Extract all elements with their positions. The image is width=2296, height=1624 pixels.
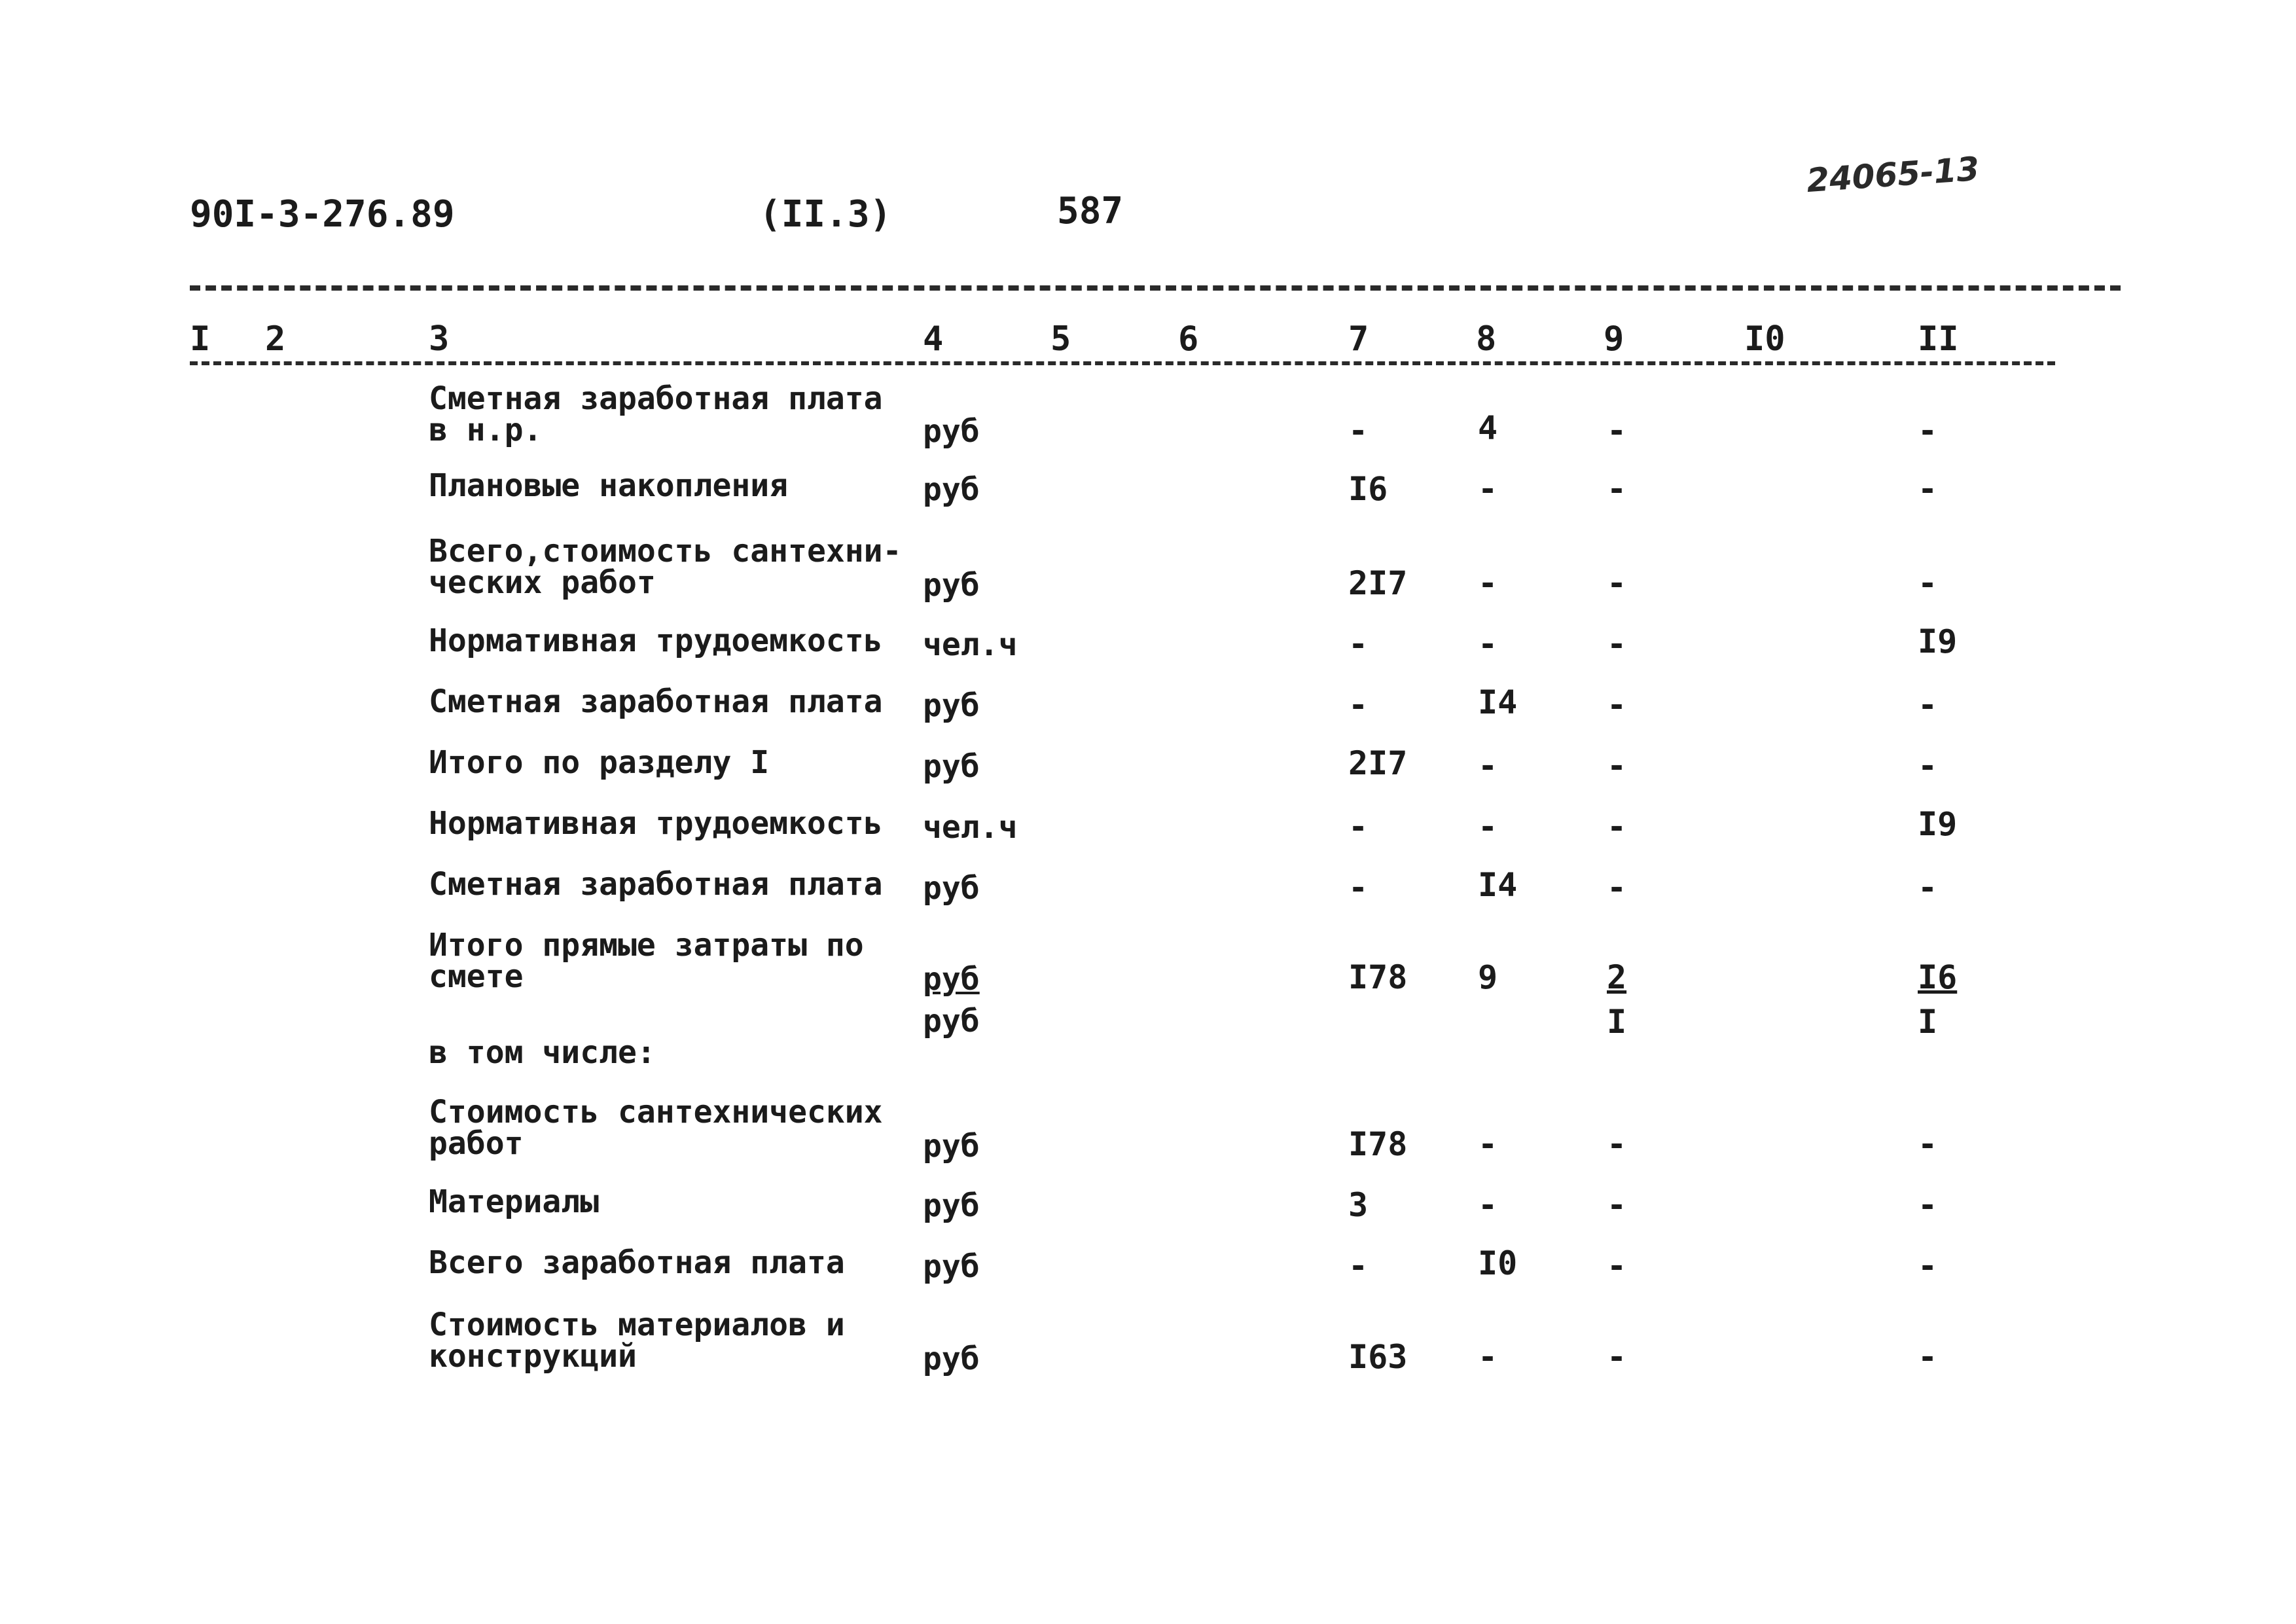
cell-col9: - [1607,1186,1627,1224]
cell-col7: 2I7 [1348,744,1408,782]
cell-col7: I63 [1348,1338,1408,1376]
row-label [429,866,883,903]
cell-col8: I0 [1478,1244,1518,1282]
row-unit: руб [923,1003,980,1039]
cell-col11: I6 [1918,958,1958,996]
row-label-line: работ [429,1125,524,1162]
row-label [429,380,883,448]
section-number: (II.3) [759,193,892,236]
column-header-5: 5 [1050,319,1071,359]
row-unit: руб [923,687,980,724]
row-label-line: Итого прямые затраты по [429,927,864,964]
column-header-10: I0 [1744,319,1785,359]
cell-col9: - [1607,470,1627,508]
cell-col8: - [1478,1338,1498,1376]
cell-col7: - [1348,412,1369,450]
cell-col9: I [1607,1003,1627,1041]
cell-col11: - [1918,412,1938,450]
cell-col11: - [1918,747,1938,785]
cell-col8: - [1478,747,1498,785]
cell-col7: 3 [1348,1186,1369,1224]
table-row [0,467,2296,508]
row-unit: руб [923,1187,980,1224]
cell-col9: - [1607,1338,1627,1376]
row-label-line: Сметная заработная плата [429,683,883,720]
row-label [429,1183,600,1220]
table-row [0,866,2296,907]
table-row [0,380,2296,450]
row-label [429,1034,656,1071]
row-label [429,625,883,657]
cell-col9: - [1607,1125,1627,1163]
row-label [429,805,883,842]
cell-col7: - [1348,625,1369,663]
cell-col8: - [1478,625,1498,663]
row-label-line: Всего заработная плата [429,1244,845,1281]
row-unit: руб [923,567,980,604]
table-row [0,1183,2296,1224]
cell-col11: - [1918,1338,1938,1376]
row-label [429,1244,845,1281]
row-unit: руб [923,471,980,508]
table-row [0,927,2296,998]
cell-col9: - [1607,686,1627,724]
cell-col7: I78 [1348,958,1408,996]
row-label [429,683,883,720]
cell-col11: - [1918,564,1938,602]
table-row [0,1307,2296,1377]
cell-col7: I6 [1348,470,1388,508]
row-unit: руб [923,870,980,907]
cell-col9: - [1607,1247,1627,1285]
row-label-line: в н.р. [429,412,543,448]
cell-col7: - [1348,869,1369,907]
table-row [0,623,2296,663]
cell-col11: - [1918,1247,1938,1285]
cell-col9: - [1607,625,1627,663]
row-unit: чел.ч [923,809,1018,846]
row-label [429,1307,845,1375]
row-unit: руб [923,1128,980,1164]
cell-col9: - [1607,412,1627,450]
cell-col8: I4 [1478,683,1518,721]
cell-col8: - [1478,808,1498,846]
cell-col8: I4 [1478,866,1518,904]
cell-col9: - [1607,808,1627,846]
row-label [429,533,902,601]
cell-col9: - [1607,564,1627,602]
column-header-1: I [190,319,211,359]
cell-col7: - [1348,686,1369,724]
column-header-row [190,319,2055,365]
row-label-line: в том числе: [429,1034,656,1071]
cell-col9: - [1607,747,1627,785]
cell-col8: 9 [1478,958,1498,996]
row-label [429,927,864,995]
row-label-line: Сметная заработная плата [429,866,883,903]
row-unit: руб [923,1341,980,1377]
table-row [0,744,2296,785]
cell-col11: - [1918,1186,1938,1224]
cell-col8: - [1478,1186,1498,1224]
cell-col8: - [1478,1125,1498,1163]
row-label-line: Материалы [429,1183,600,1220]
column-header-4: 4 [923,319,944,359]
cell-col11: - [1918,869,1938,907]
row-label-line: Итого по разделу I [429,744,770,781]
row-label-line: Стоимость материалов и [429,1307,845,1343]
row-unit: руб [923,1248,980,1285]
header-divider [190,285,2121,291]
row-label-line: Плановые накопления [429,467,789,504]
cell-col9: - [1607,869,1627,907]
column-header-3: 3 [429,319,450,359]
cell-col11: I9 [1918,623,1958,660]
cell-col8: - [1478,470,1498,508]
table-row [0,533,2296,604]
row-unit: руб [923,413,980,450]
row-unit: руб [923,748,980,785]
cell-col8: - [1478,564,1498,602]
row-label [429,1094,883,1162]
table-row [0,1034,2296,1071]
table-row [0,1094,2296,1164]
cell-col7: - [1348,808,1369,846]
cell-col11: I9 [1918,805,1958,843]
row-label-line: Всего,стоимость сантехни- [429,533,902,569]
page-number: 587 [1057,190,1124,232]
cell-col7: - [1348,1247,1369,1285]
document-code: 90I-3-276.89 [190,193,455,236]
row-label [429,467,789,504]
row-label-line: ческих работ [429,564,656,601]
cell-col11: I [1918,1003,1938,1041]
column-header-8: 8 [1476,319,1497,359]
row-label-line: конструкций [429,1338,637,1375]
cell-col7: I78 [1348,1125,1408,1163]
row-label-line: Нормативная трудоемкость [429,805,883,842]
row-unit: чел.ч [923,626,1018,663]
row-label-line: Нормативная трудоемкость [429,623,883,659]
table-row [0,1003,2296,1041]
row-label-line: смете [429,958,524,995]
column-header-9: 9 [1604,319,1624,359]
table-row [0,805,2296,846]
handwritten-note: 24065-13 [1805,149,1981,200]
row-label-line: Стоимость сантехнических [429,1094,883,1130]
cell-col11: - [1918,686,1938,724]
column-header-7: 7 [1348,319,1369,359]
cell-col9: 2 [1607,958,1627,996]
cell-col11: - [1918,1125,1938,1163]
row-unit: руб [923,961,980,998]
cell-col11: - [1918,470,1938,508]
table-row [0,1244,2296,1285]
row-label-line: Сметная заработная плата [429,380,883,417]
column-header-2: 2 [265,319,286,359]
cell-col7: 2I7 [1348,564,1408,602]
table-row [0,683,2296,724]
row-label [429,744,770,781]
column-header-6: 6 [1178,319,1199,359]
cell-col8: 4 [1478,409,1498,447]
column-header-11: II [1918,319,1959,359]
